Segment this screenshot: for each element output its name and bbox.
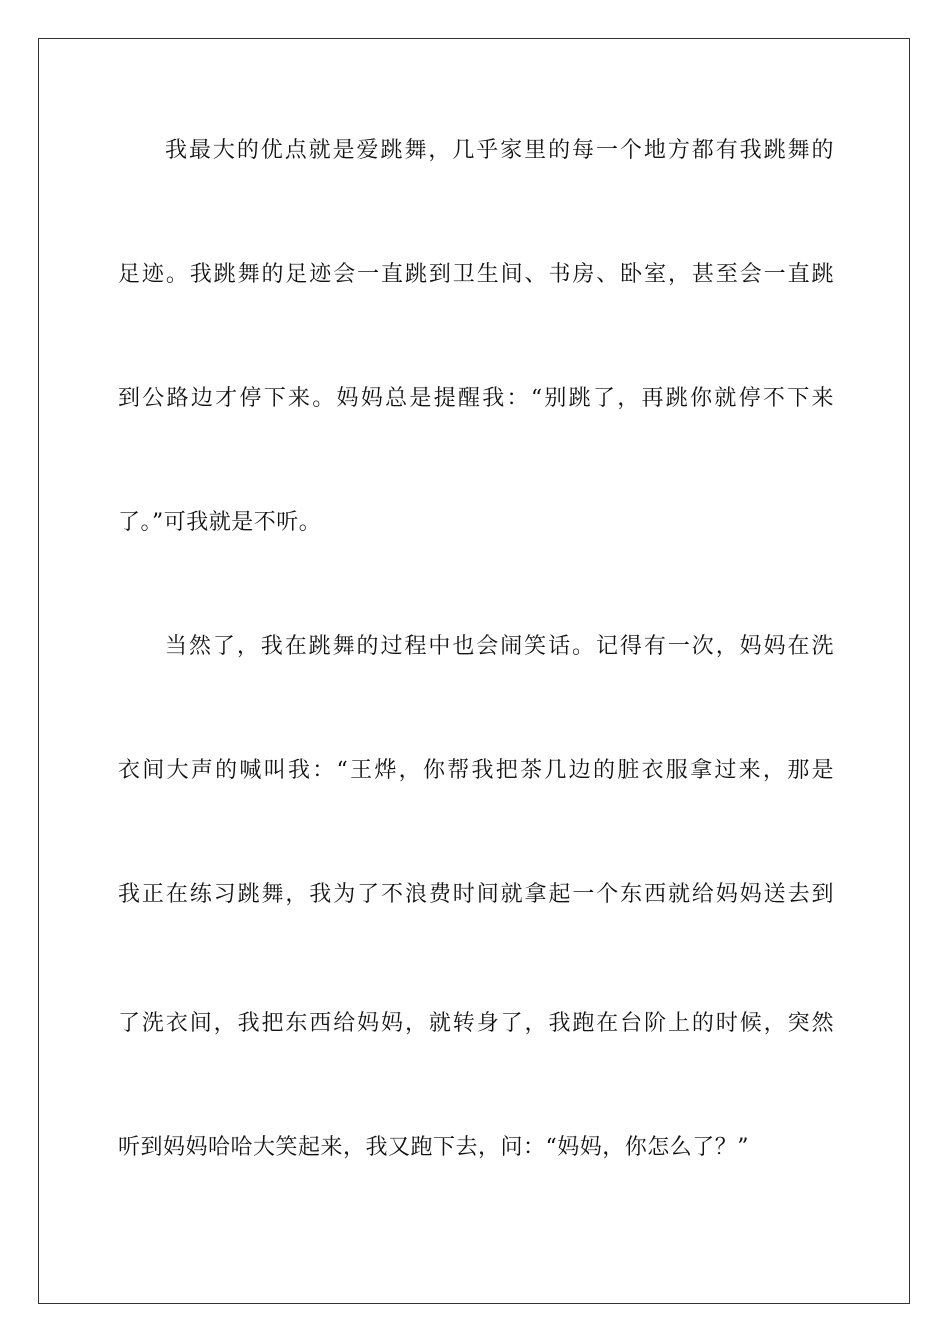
paragraph-line: 到公路边才停下来。妈妈总是提醒我：“别跳了，再跳你就停不下来 bbox=[118, 386, 834, 411]
paragraph-line: 我正在练习跳舞，我为了不浪费时间就拿起一个东西就给妈妈送去到 bbox=[118, 882, 834, 907]
paragraph-line: 衣间大声的喊叫我：“王烨，你帮我把茶几边的脏衣服拿过来，那是 bbox=[118, 758, 834, 783]
paragraph-line: 听到妈妈哈哈大笑起来，我又跑下去，问：“妈妈，你怎么了？” bbox=[118, 1135, 749, 1160]
paragraph-line: 我最大的优点就是爱跳舞，几乎家里的每一个地方都有我跳舞的 bbox=[165, 138, 834, 163]
paragraph-line: 了。”可我就是不听。 bbox=[118, 510, 322, 535]
paragraph-line: 了洗衣间，我把东西给妈妈，就转身了，我跑在台阶上的时候，突然 bbox=[118, 1011, 834, 1036]
paragraph-line: 当然了，我在跳舞的过程中也会闹笑话。记得有一次，妈妈在洗 bbox=[165, 634, 834, 659]
paragraph-line: 足迹。我跳舞的足迹会一直跳到卫生间、书房、卧室，甚至会一直跳 bbox=[118, 262, 834, 287]
page-border bbox=[38, 38, 910, 1304]
